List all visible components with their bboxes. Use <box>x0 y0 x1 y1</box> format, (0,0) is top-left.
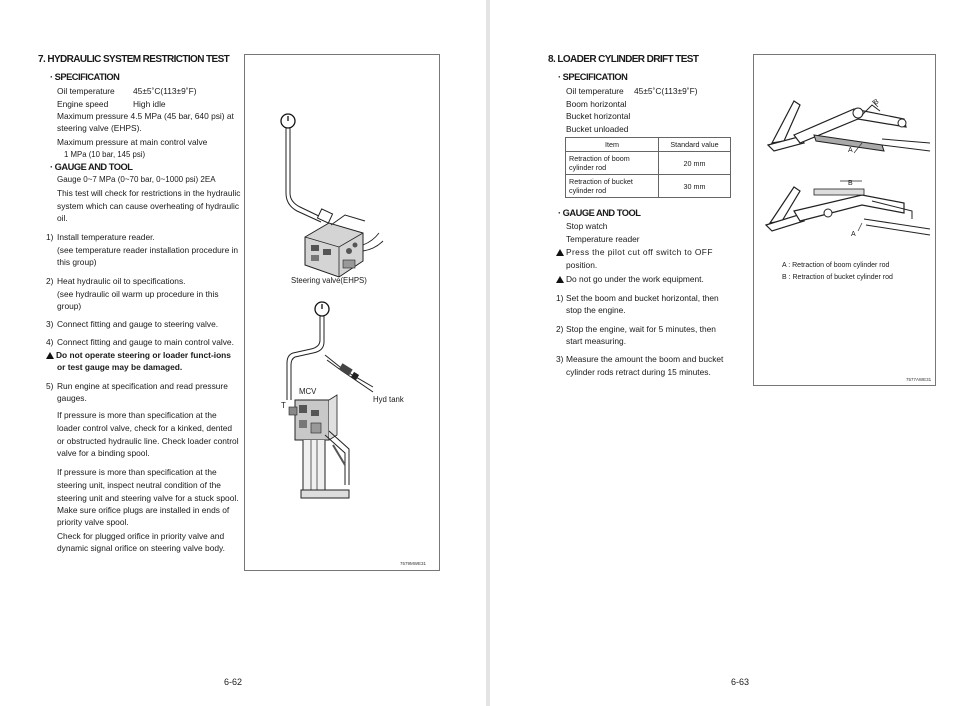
spec-heading: · SPECIFICATION <box>558 72 628 82</box>
gauge-heading: · GAUGE AND TOOL <box>50 162 133 172</box>
hyd-tank-label: Hyd tank <box>373 395 404 404</box>
warning-text: Do not operate steering or loader funct-ions <box>56 350 231 360</box>
para2-line4: Make sure orifice plugs are installed in ends of <box>57 505 230 515</box>
steering-valve-drawing <box>305 215 365 277</box>
mcv-pressure-line2: 1 MPa (10 bar, 145 psi) <box>64 150 146 159</box>
bucket-unloaded: Bucket unloaded <box>566 124 629 134</box>
warning2-text: Do not go under the work equipment. <box>566 274 704 284</box>
step3-line2: cylinder rods retract during 15 minutes. <box>566 367 711 377</box>
engine-speed-value: High idle <box>133 99 166 109</box>
table-cell-item <box>566 175 659 198</box>
figure-code: 7579MWE31 <box>400 561 427 566</box>
step2-line3: group) <box>57 301 82 311</box>
table-row <box>566 175 731 198</box>
mcv-label: MCV <box>299 387 317 396</box>
hydraulic-diagram-figure <box>244 54 440 571</box>
gauge-icon-top <box>281 114 295 128</box>
step1-number: 1) <box>46 232 54 242</box>
label-a-top: A <box>848 147 853 154</box>
step1-line2: (see temperature reader installation procedure in <box>57 245 239 255</box>
para1-line2: loader control valve, check for a kinked, dented <box>57 423 233 433</box>
step1-line1: Set the boom and bucket horizontal, then <box>566 293 719 303</box>
para2-line2: steering unit, inspect neutral condition of the <box>57 480 221 490</box>
oil-temp-label: Oil temperature <box>57 86 115 96</box>
warning-icon <box>46 352 54 359</box>
para2-line3: steering unit and steering valve for a stuck spool. <box>57 493 239 503</box>
step3-number: 3) <box>46 319 54 329</box>
bucket-cylinder-drawing <box>766 181 930 235</box>
boom-cylinder-drawing <box>768 101 930 153</box>
step1-line3: this group) <box>57 257 97 267</box>
step2-line1: Stop the engine, wait for 5 minutes, then <box>566 324 716 334</box>
mcv-pressure-line1: Maximum pressure at main control valve <box>57 137 208 147</box>
para1-line4: valve for a binding spool. <box>57 448 150 458</box>
step2-line2: (see hydraulic oil warm up procedure in this <box>57 289 219 299</box>
warning2-line1 <box>556 273 704 286</box>
para2-line5: priority valve spool. <box>57 517 129 527</box>
table-cell-value: 20 mm <box>659 152 731 175</box>
step2-number: 2) <box>556 324 564 334</box>
oil-temp-value: 45±5˚C(113±9˚F) <box>133 86 197 96</box>
t-port-label: T <box>281 401 286 410</box>
para2-line7: dynamic signal orifice on steering valve body. <box>57 543 225 553</box>
para1-line1: If pressure is more than specification at the <box>57 410 217 420</box>
drift-spec-table <box>565 137 731 198</box>
gauge-heading: · GAUGE AND TOOL <box>558 208 641 218</box>
oil-temp-label: Oil temperature <box>566 86 624 96</box>
warning1-line2: position. <box>566 260 598 270</box>
gauge-desc-line2: system which can cause overheating of hydraulic <box>57 201 240 211</box>
step4-number: 4) <box>46 337 54 347</box>
right-page <box>490 0 978 706</box>
warning-line2: or test gauge may be damaged. <box>57 362 183 372</box>
mcv-drawing <box>289 395 349 498</box>
step1-line1: Install temperature reader. <box>57 232 155 242</box>
label-b-top: B <box>872 98 881 107</box>
engine-speed-label: Engine speed <box>57 99 109 109</box>
steering-valve-label: Steering valve(EHPS) <box>291 276 367 285</box>
para1-line3: or obstructed hydraulic line. Check loader control <box>57 436 239 446</box>
label-a-bottom: A <box>851 231 856 238</box>
left-page <box>0 0 486 706</box>
warning1-line1 <box>556 246 713 259</box>
label-b-bottom: B <box>848 180 853 187</box>
step3-number: 3) <box>556 354 564 364</box>
step4-line1: Connect fitting and gauge to main control valve. <box>57 337 234 347</box>
table-header-item: Item <box>566 138 659 152</box>
step2-line1: Heat hydraulic oil to specifications. <box>57 276 186 286</box>
gauge-desc-line3: oil. <box>57 213 68 223</box>
para2-line1: If pressure is more than specification at the <box>57 467 217 477</box>
para2-line6: Check for plugged orifice in priority valve and <box>57 531 225 541</box>
step3-line1: Connect fitting and gauge to steering valve. <box>57 319 219 329</box>
bucket-horizontal: Bucket horizontal <box>566 111 631 121</box>
legend-a: A : Retraction of boom cylinder rod <box>782 262 890 269</box>
row1-item-line1: Retraction of boom <box>569 154 630 163</box>
page-number: 6-62 <box>224 677 243 687</box>
stop-watch: Stop watch <box>566 221 608 231</box>
step3-line1: Measure the amount the boom and bucket <box>566 354 724 364</box>
step1-number: 1) <box>556 293 564 303</box>
table-cell-value: 30 mm <box>659 175 731 198</box>
gauge-line: Gauge 0~7 MPa (0~70 bar, 0~1000 psi) 2EA <box>57 175 216 184</box>
figure-code: 7577AWE31 <box>906 377 932 382</box>
step5-number: 5) <box>46 381 54 391</box>
gauge-icon-middle <box>315 302 329 316</box>
oil-temp-value: 45±5˚C(113±9˚F) <box>634 86 698 96</box>
row2-item-line2: cylinder rod <box>569 186 607 195</box>
legend-b: B : Retraction of bucket cylinder rod <box>782 274 893 281</box>
boom-horizontal: Boom horizontal <box>566 99 627 109</box>
section-title: 8. LOADER CYLINDER DRIFT TEST <box>548 54 699 65</box>
hydraulic-diagram <box>245 55 439 570</box>
step2-line2: start measuring. <box>566 336 627 346</box>
step5-line2: gauges. <box>57 393 87 403</box>
page-number: 6-63 <box>731 677 750 687</box>
loader-drift-figure <box>753 54 936 386</box>
max-pressure-line2: steering valve (EHPS). <box>57 123 142 133</box>
max-pressure-line1: Maximum pressure 4.5 MPa (45 bar, 640 psi) at <box>57 111 234 121</box>
temperature-reader: Temperature reader <box>566 234 640 244</box>
table-header-row <box>566 138 731 152</box>
gauge-desc-line1: This test will check for restrictions in the hydraulic <box>57 188 241 198</box>
section-title: 7. HYDRAULIC SYSTEM RESTRICTION TEST <box>38 54 230 65</box>
row1-item-line2: cylinder rod <box>569 163 607 172</box>
loader-diagram <box>754 55 935 385</box>
row2-item-line1: Retraction of bucket <box>569 177 633 186</box>
step2-number: 2) <box>46 276 54 286</box>
step1-line2: stop the engine. <box>566 305 626 315</box>
warning-icon <box>556 276 564 283</box>
table-header-std: Standard value <box>659 138 731 152</box>
step5-line1: Run engine at specification and read pressure <box>57 381 228 391</box>
table-cell-item <box>566 152 659 175</box>
warning-icon <box>556 249 564 256</box>
spec-heading: · SPECIFICATION <box>50 72 120 82</box>
warning-line1 <box>46 349 231 362</box>
warning1-text: Press the pilot cut off switch to OFF <box>566 247 713 257</box>
table-row <box>566 152 731 175</box>
